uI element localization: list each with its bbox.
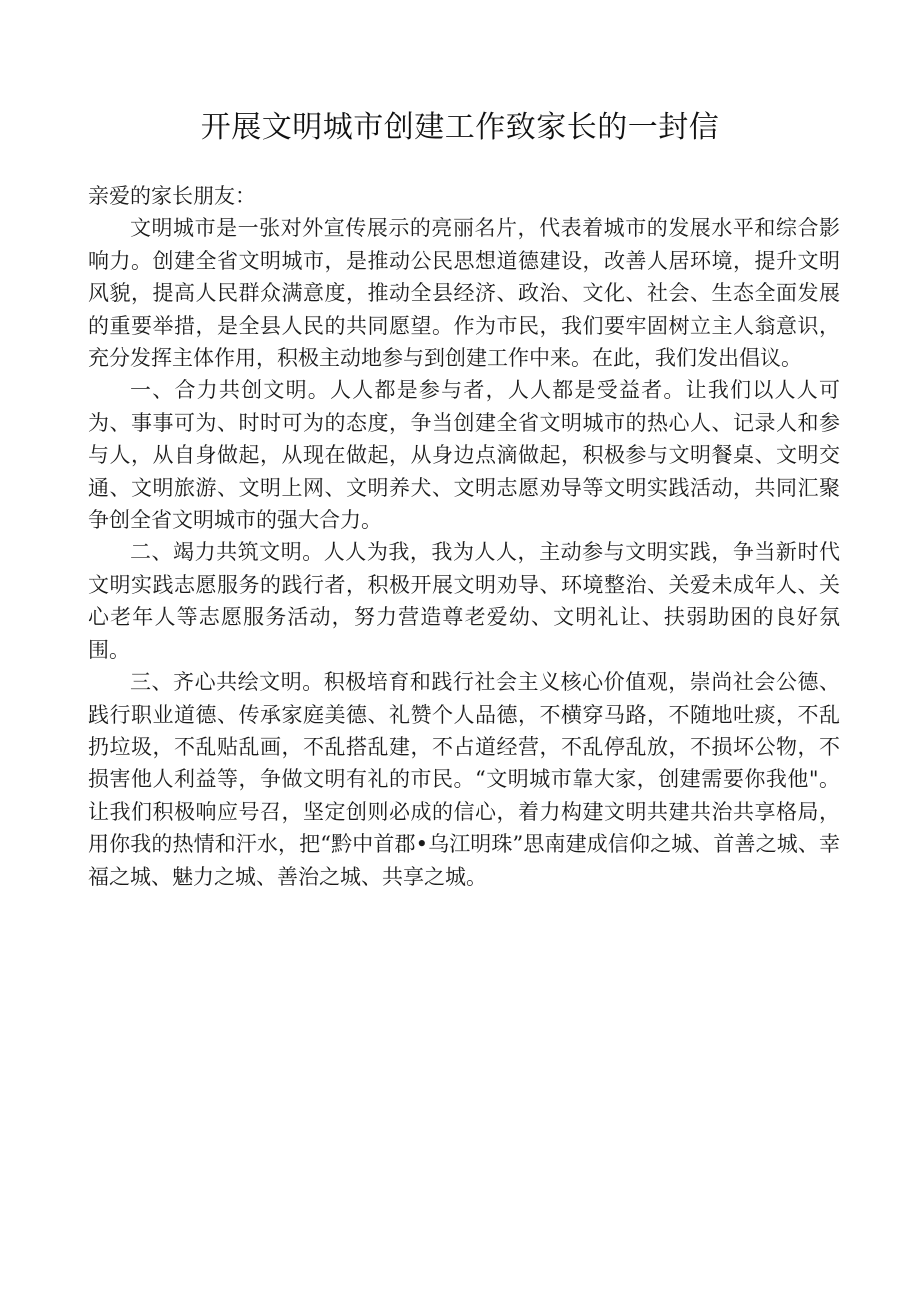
paragraph-point-three: 三、齐心共绘文明。积极培育和践行社会主义核心价值观，崇尚社会公德、践行职业道德、传承家庭美德、礼赞个人品德，不横穿马路，不随地吐痰，不乱扔垃圾，不乱贴乱画，不乱搭乱建，不占道经营，不乱停乱放，不损坏公物，不损害他人利益等，争做文明有礼的市民。“文明城市靠大家，创建需要你我他"。让我们积极响应号召，坚定创则必成的信心，着力构建文明共建共治共享格局，用你我的热情和汗水，把“黔中首郡•乌江明珠”思南建成信仰之城、首善之城、幸福之城、魅力之城、善治之城、共享之城。 (88, 670, 840, 889)
paragraph-intro: 文明城市是一张对外宣传展示的亮丽名片，代表着城市的发展水平和综合影响力。创建全省文明城市，是推动公民思想道德建设，改善人居环境，提升文明风貌，提高人民群众满意度，推动全县经济、政治、文化、社会、生态全面发展的重要举措，是全县人民的共同愿望。作为市民，我们要牢固树立主人翁意识，充分发挥主体作用，积极主动地参与到创建工作中来。在此，我们发出倡议。 (88, 216, 840, 371)
paragraph-point-two: 二、竭力共筑文明。人人为我，我为人人，主动参与文明实践，争当新时代文明实践志愿服务的践行者，积极开展文明劝导、环境整治、关爱未成年人、关心老年人等志愿服务活动，努力营造尊老爱幼、文明礼让、扶弱助困的良好氛围。 (88, 540, 840, 662)
letter-greeting: 亲爱的家长朋友： (88, 184, 256, 208)
paragraph-point-one: 一、合力共创文明。人人都是参与者，人人都是受益者。让我们以人人可为、事事可为、时时可为的态度，争当创建全省文明城市的热心人、记录人和参与人，从自身做起，从现在做起，从身边点滴做起，积极参与文明餐桌、文明交通、文明旅游、文明上网、文明养犬、文明志愿劝导等文明实践活动，共同汇聚争创全省文明城市的强大合力。 (88, 378, 840, 533)
document-title: 开展文明城市创建工作致家长的一封信 (200, 110, 720, 145)
letter-body (88, 180, 840, 893)
